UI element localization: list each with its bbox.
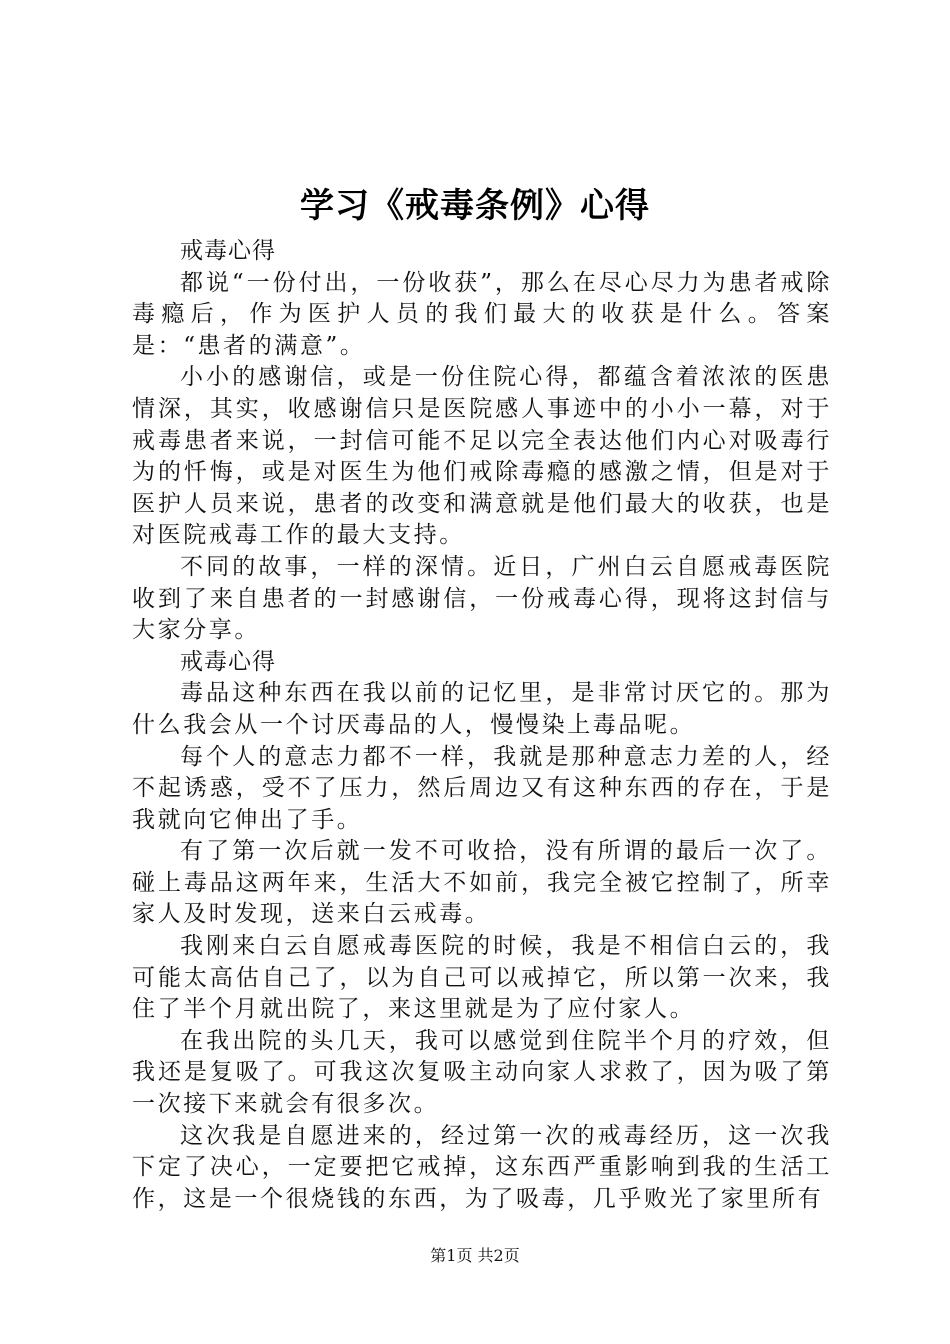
section-heading: 戒毒心得 (180, 238, 276, 264)
paragraph: 我刚来白云自愿戒毒医院的时候，我是不相信白云的，我可能太高估自己了，以为自己可以戒掉它，所以第一次来，我住了半个月就出院了，来这里就是为了应付家人。 (132, 933, 832, 1023)
document-body (132, 236, 832, 1215)
paragraph: 不同的故事，一样的深情。近日，广州白云自愿戒毒医院收到了来自患者的一封感谢信，一份戒毒心得，现将这封信与大家分享。 (132, 553, 832, 644)
paragraph: 在我出院的头几天，我可以感觉到住院半个月的疗效，但我还是复吸了。可我这次复吸主动向家人求救了，因为吸了第一次接下来就会有很多次。 (132, 1027, 832, 1118)
section-heading: 戒毒心得 (180, 648, 276, 675)
paragraph: 这次我是自愿进来的，经过第一次的戒毒经历，这一次我下定了决心，一定要把它戒掉，这东西严重影响到我的生活工作，这是一个很烧钱的东西，为了吸毒，几乎败光了家里所有 (132, 1122, 832, 1212)
paragraph: 都说“一份付出，一份收获”，那么在尽心尽力为患者戒除毒瘾后，作为医护人员的我们最大的收获是什么。答案是：“患者的满意”。 (132, 269, 832, 359)
paragraph: 小小的感谢信，或是一份住院心得，都蕴含着浓浓的医患情深，其实，收感谢信只是医院感人事迹中的小小一幕，对于戒毒患者来说，一封信可能不足以完全表达他们内心对吸毒行为的忏悔，或是对医生为他们戒除毒瘾的感激之情，但是对于医护人员来说，患者的改变和满意就是他们最大的收获，也是对医院戒毒工作的最大支持。 (132, 364, 832, 549)
document-title: 学习《戒毒条例》心得 (300, 186, 650, 226)
paragraph: 每个人的意志力都不一样，我就是那种意志力差的人，经不起诱惑，受不了压力，然后周边又有这种东西的存在，于是我就向它伸出了手。 (132, 743, 832, 833)
page-footer: 第1页 共2页 (430, 1246, 520, 1265)
paragraph: 毒品这种东西在我以前的记忆里，是非常讨厌它的。那为什么我会从一个讨厌毒品的人，慢慢染上毒品呢。 (132, 680, 832, 738)
paragraph: 有了第一次后就一发不可收拾，没有所谓的最后一次了。碰上毒品这两年来，生活大不如前，我完全被它控制了，所幸家人及时发现，送来白云戒毒。 (132, 838, 832, 928)
